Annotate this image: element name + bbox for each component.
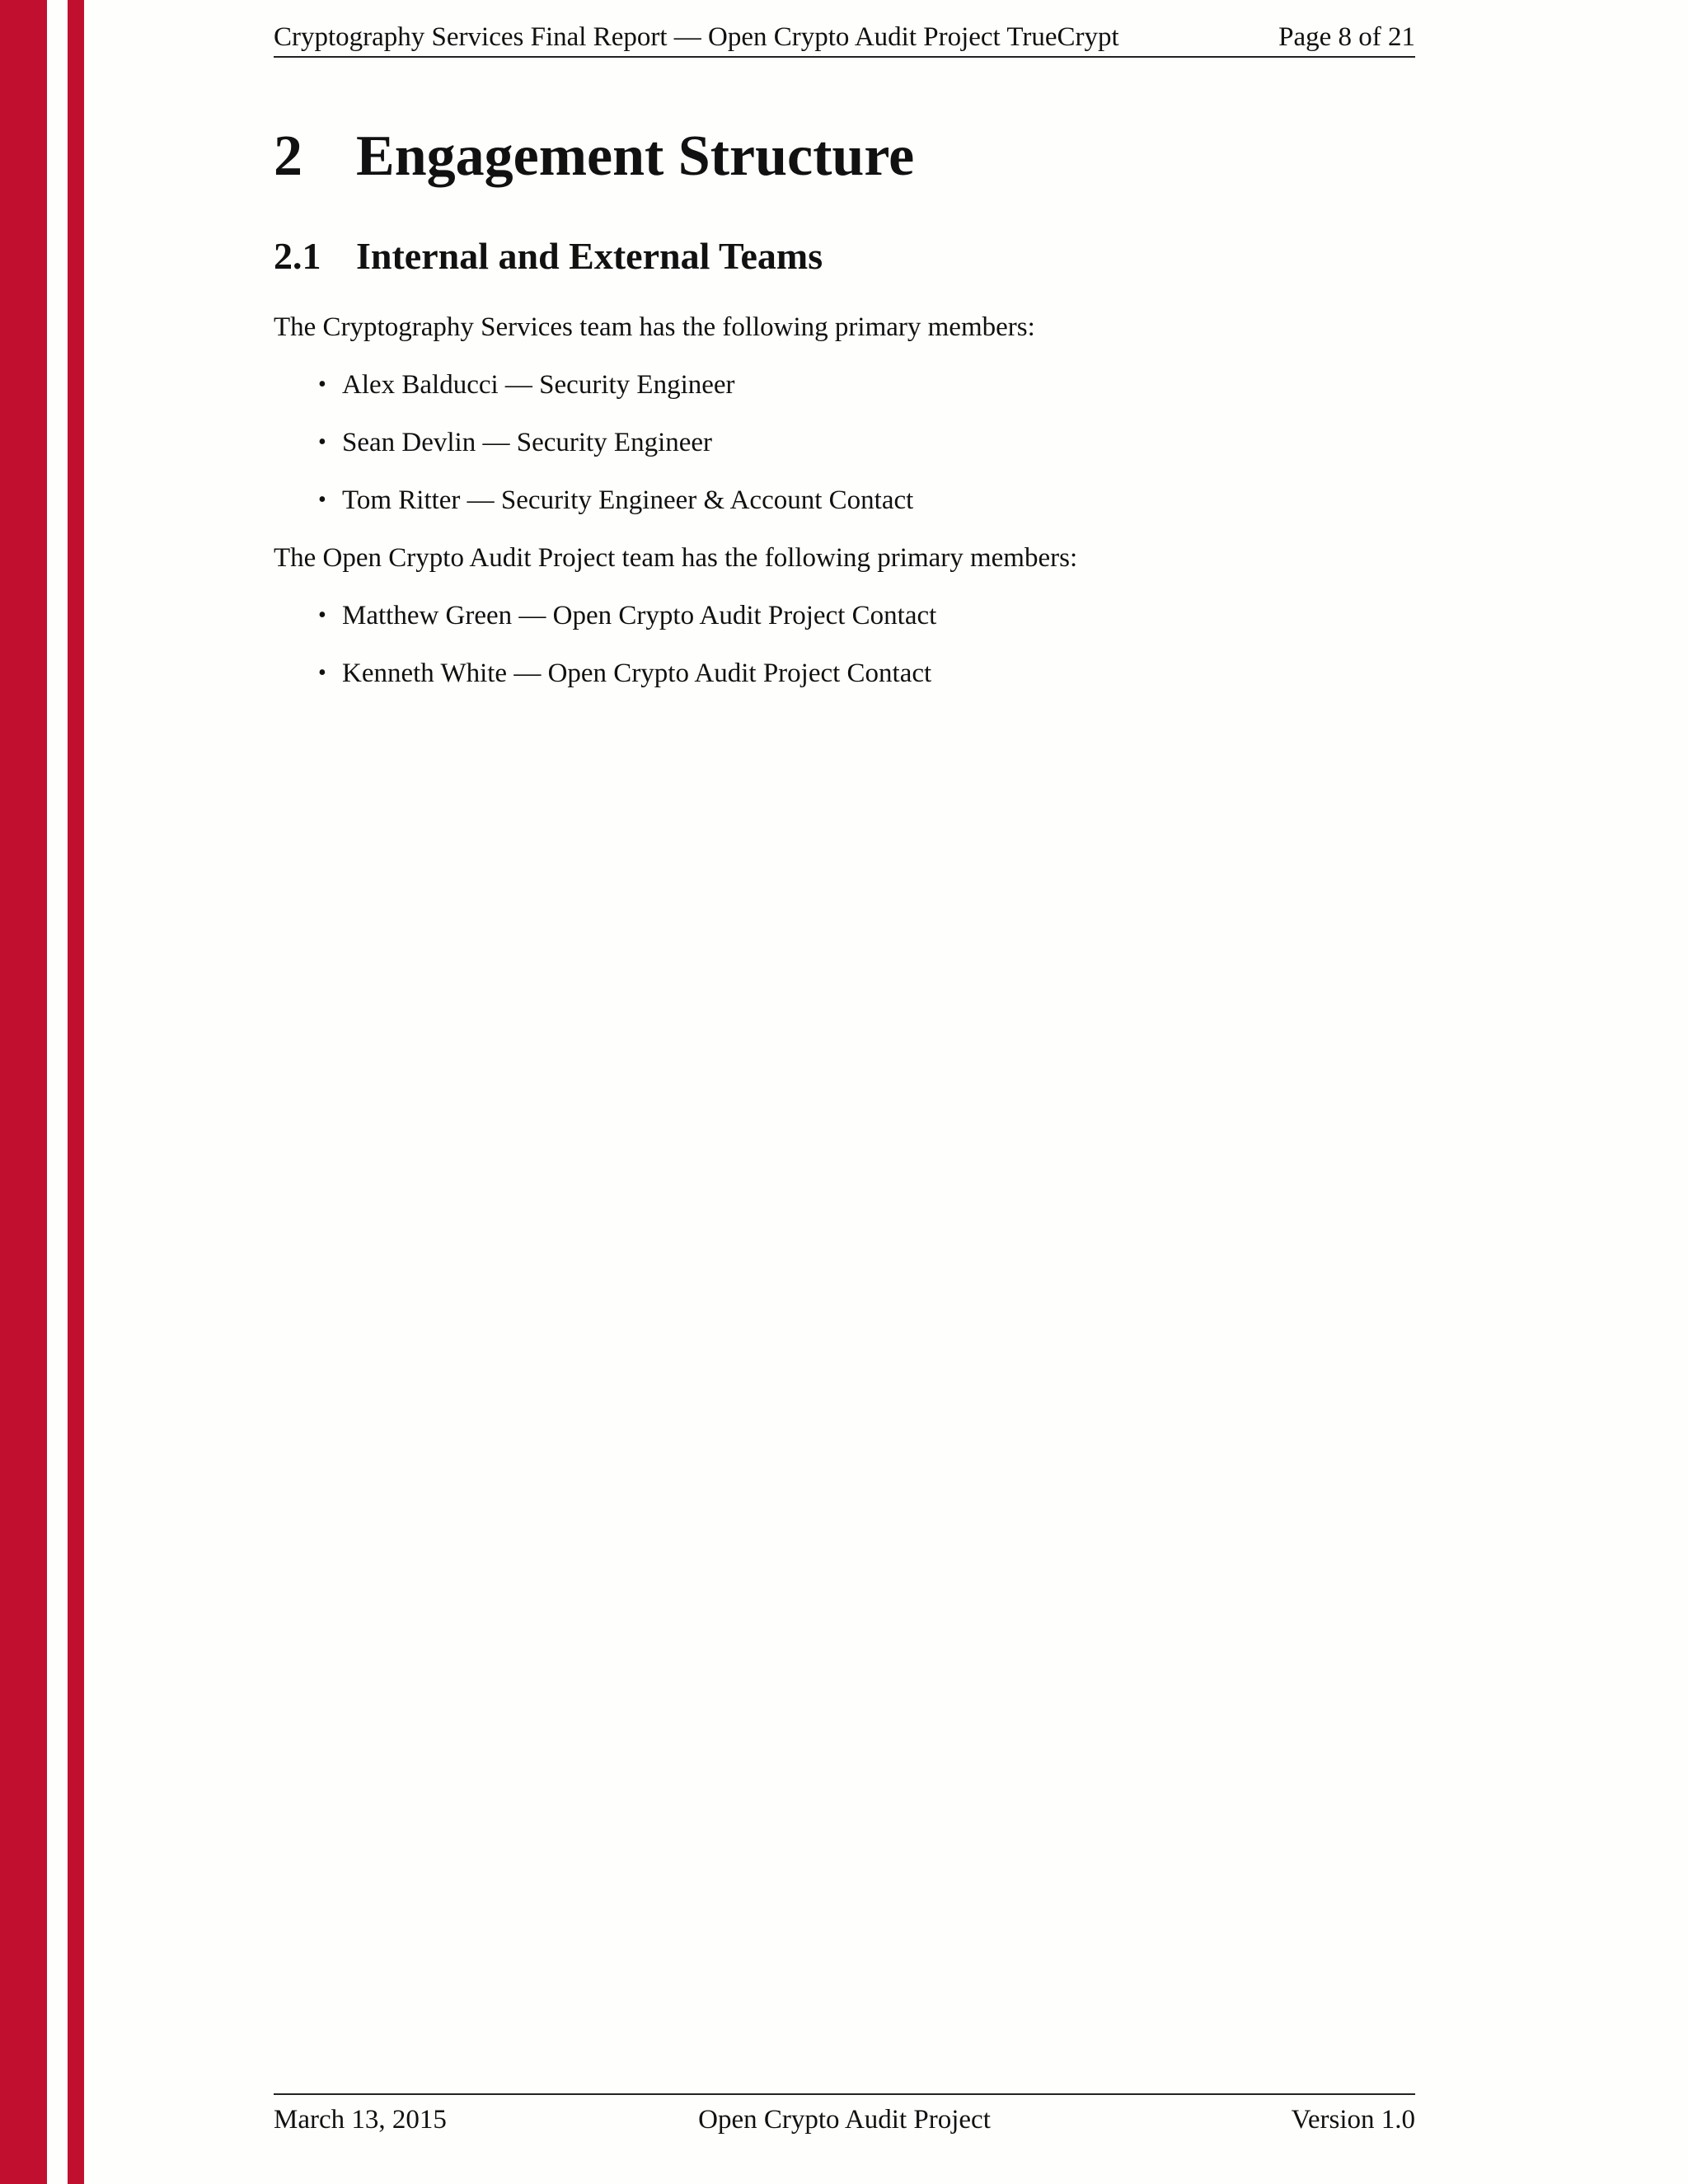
bullet-icon: • (318, 487, 326, 513)
member-entry: Tom Ritter — Security Engineer & Account Contact (342, 485, 914, 515)
member-entry: Alex Balducci — Security Engineer (342, 370, 735, 400)
ocap-team-intro: The Open Crypto Audit Project team has the following primary members: (274, 543, 1078, 573)
header-page-number: Page 8 of 21 (1278, 22, 1415, 52)
list-item (274, 595, 1415, 636)
member-entry: Kenneth White — Open Crypto Audit Project Contact (342, 658, 932, 688)
left-red-stripe-narrow (68, 0, 84, 2184)
cs-members-list (274, 364, 1415, 521)
left-red-stripe-wide (0, 0, 47, 2184)
page-header (274, 18, 1415, 58)
subsection-title: Internal and External Teams (356, 235, 823, 277)
bullet-icon: • (318, 372, 326, 397)
section-title: Engagement Structure (356, 124, 915, 188)
footer-organization: Open Crypto Audit Project (698, 2105, 991, 2135)
footer-date: March 13, 2015 (274, 2105, 447, 2135)
ocap-members-list (274, 595, 1415, 694)
list-item (274, 480, 1415, 521)
bullet-icon: • (318, 602, 326, 628)
subsection-number: 2.1 (274, 235, 321, 277)
cs-team-intro: The Cryptography Services team has the following primary members: (274, 312, 1035, 342)
page-body (274, 115, 1415, 694)
bullet-icon: • (318, 429, 326, 455)
list-item (274, 653, 1415, 694)
member-entry: Matthew Green — Open Crypto Audit Project Contact (342, 601, 937, 630)
list-item (274, 364, 1415, 405)
section-heading (274, 115, 1415, 198)
subsection-heading (274, 229, 1415, 284)
footer-version: Version 1.0 (1291, 2105, 1415, 2135)
member-entry: Sean Devlin — Security Engineer (342, 428, 713, 457)
page-footer (274, 2093, 1415, 2144)
list-item (274, 422, 1415, 463)
bullet-icon: • (318, 660, 326, 686)
header-title: Cryptography Services Final Report — Open Crypto Audit Project TrueCrypt (274, 22, 1119, 52)
section-number: 2 (274, 124, 302, 188)
